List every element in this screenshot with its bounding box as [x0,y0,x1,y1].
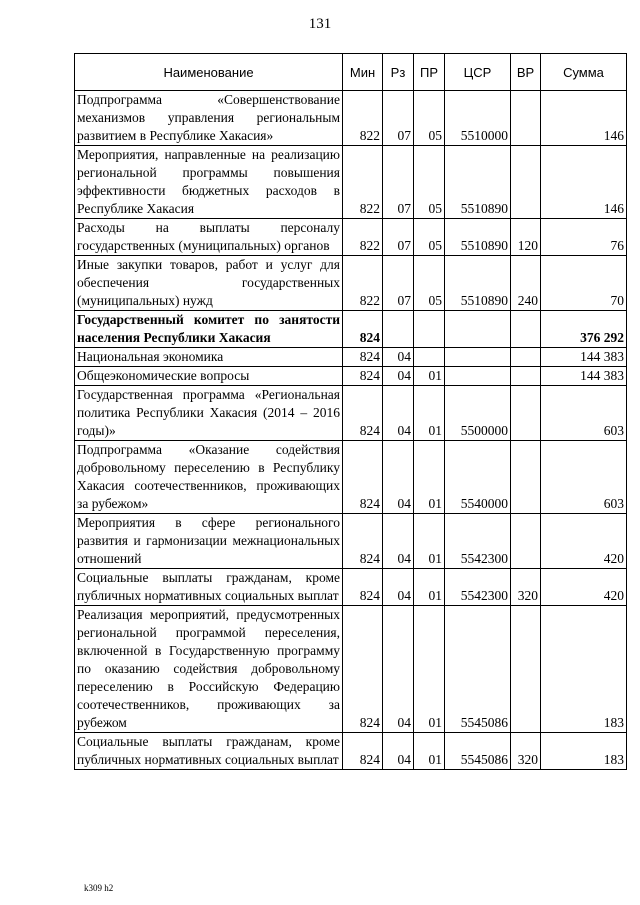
row-rz: 07 [383,219,414,256]
row-pr: 01 [414,386,445,441]
row-sum: 420 [541,569,627,606]
table-row [75,219,627,256]
row-sum: 70 [541,256,627,311]
row-rz: 04 [383,569,414,606]
row-vr [511,386,541,441]
row-min: 822 [343,256,383,311]
row-rz: 04 [383,348,414,367]
row-csr: 5510890 [445,146,511,219]
row-vr [511,348,541,367]
row-rz: 04 [383,386,414,441]
row-name: Мероприятия в сфере регионального развития и гармонизации межнациональных отношений [75,514,343,569]
row-csr: 5542300 [445,514,511,569]
row-name: Общеэкономические вопросы [75,367,343,386]
row-min: 822 [343,219,383,256]
row-pr: 05 [414,91,445,146]
row-vr [511,146,541,219]
row-name: Мероприятия, направленные на реализацию региональной программы повышения эффективности бюджетных расходов в Республике Хакасия [75,146,343,219]
row-name: Расходы на выплаты персоналу государственных (муниципальных) органов [75,219,343,256]
row-min: 824 [343,348,383,367]
row-csr [445,367,511,386]
header-rz: Рз [383,54,414,91]
table-row [75,91,627,146]
table-row [75,514,627,569]
row-name: Государственный комитет по занятости населения Республики Хакасия [75,311,343,348]
row-sum: 183 [541,733,627,770]
header-vr: ВР [511,54,541,91]
row-sum: 144 383 [541,367,627,386]
footer-code: k309 h2 [84,883,114,893]
row-rz: 04 [383,441,414,514]
row-rz: 07 [383,91,414,146]
table-row [75,146,627,219]
row-min: 824 [343,367,383,386]
row-sum: 183 [541,606,627,733]
row-rz: 04 [383,606,414,733]
row-pr: 05 [414,219,445,256]
row-sum: 146 [541,146,627,219]
row-vr: 240 [511,256,541,311]
row-min: 824 [343,606,383,733]
row-vr [511,441,541,514]
row-pr: 01 [414,569,445,606]
row-name: Подпрограмма «Оказание содействия добровольному переселению в Республику Хакасия соотечественников, проживающих за рубежом» [75,441,343,514]
row-pr: 05 [414,146,445,219]
row-csr: 5510890 [445,219,511,256]
row-min: 824 [343,386,383,441]
row-name: Социальные выплаты гражданам, кроме публичных нормативных социальных выплат [75,733,343,770]
table-row [75,367,627,386]
row-rz: 07 [383,256,414,311]
row-csr [445,348,511,367]
row-pr: 05 [414,256,445,311]
row-csr: 5542300 [445,569,511,606]
table-row [75,311,627,348]
row-csr: 5500000 [445,386,511,441]
budget-table [74,53,627,770]
row-sum: 420 [541,514,627,569]
row-min: 824 [343,514,383,569]
table-row [75,441,627,514]
row-min: 822 [343,91,383,146]
row-sum: 376 292 [541,311,627,348]
row-csr: 5510890 [445,256,511,311]
table-row [75,606,627,733]
header-min: Мин [343,54,383,91]
row-name: Социальные выплаты гражданам, кроме публичных нормативных социальных выплат [75,569,343,606]
row-name: Национальная экономика [75,348,343,367]
header-sum: Сумма [541,54,627,91]
row-csr [445,311,511,348]
row-vr [511,311,541,348]
row-min: 824 [343,569,383,606]
header-pr: ПР [414,54,445,91]
row-pr [414,311,445,348]
row-sum: 603 [541,386,627,441]
row-vr [511,606,541,733]
row-pr: 01 [414,514,445,569]
row-name: Государственная программа «Региональная политика Республики Хакасия (2014 – 2016 годы)» [75,386,343,441]
row-csr: 5545086 [445,733,511,770]
row-rz: 04 [383,514,414,569]
row-min: 824 [343,733,383,770]
row-csr: 5510000 [445,91,511,146]
row-pr: 01 [414,367,445,386]
row-pr: 01 [414,606,445,733]
table-row [75,386,627,441]
row-min: 824 [343,441,383,514]
row-pr: 01 [414,441,445,514]
header-csr: ЦСР [445,54,511,91]
row-sum: 603 [541,441,627,514]
row-vr [511,514,541,569]
row-sum: 144 383 [541,348,627,367]
row-vr: 320 [511,569,541,606]
header-name: Наименование [75,54,343,91]
row-sum: 76 [541,219,627,256]
row-vr [511,367,541,386]
row-min: 822 [343,146,383,219]
row-csr: 5545086 [445,606,511,733]
table-row [75,256,627,311]
row-name: Реализация мероприятий, предусмотренных региональной программой переселения, включенной в Государственную программу по оказанию содействия добровольному переселению в Российскую Федерацию соотечественников, проживающих за рубежом [75,606,343,733]
row-min: 824 [343,311,383,348]
page-number: 131 [308,16,332,32]
table-row [75,348,627,367]
row-vr [511,91,541,146]
row-rz: 07 [383,146,414,219]
row-sum: 146 [541,91,627,146]
row-pr: 01 [414,733,445,770]
row-name: Подпрограмма «Совершенствование механизмов управления региональным развитием в Республике Хакасия» [75,91,343,146]
row-name: Иные закупки товаров, работ и услуг для обеспечения государственных (муниципальных) нужд [75,256,343,311]
row-rz: 04 [383,367,414,386]
table-header-row [75,54,627,91]
row-rz: 04 [383,733,414,770]
row-vr: 120 [511,219,541,256]
row-vr: 320 [511,733,541,770]
row-pr [414,348,445,367]
table-row [75,733,627,770]
row-csr: 5540000 [445,441,511,514]
table-row [75,569,627,606]
row-rz [383,311,414,348]
